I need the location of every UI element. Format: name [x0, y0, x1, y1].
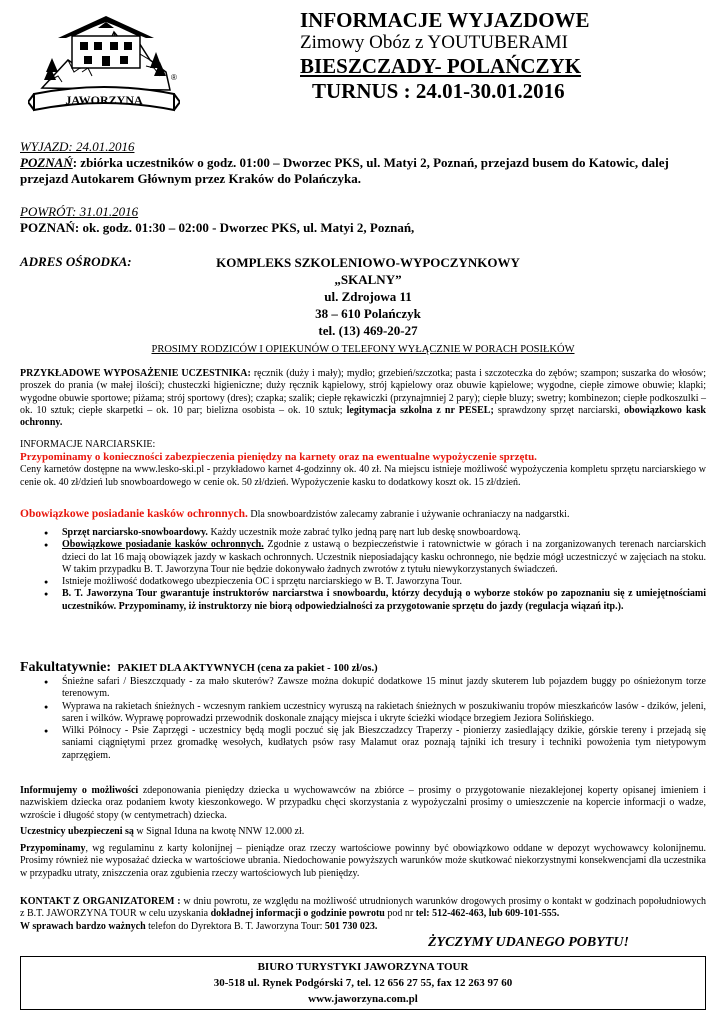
address-block	[200, 254, 536, 339]
contact-text-3: telefon do Dyrektora B. T. Jaworzyna Tour:	[145, 920, 325, 932]
ski-prices-text: Ceny karnetów dostępne na www.lesko-ski.pl - przykładowo karnet 4-godzinny ok. 40 zł. Na miejscu istnieje możliwość wypożyczenia kompletu sprzętu narciarskiego w cenie ok. 40 zł/dzień lub snowboardowego w cenie ok. 50 zł/dzień. Wypożyczenie kasku to dodatkowy koszt ok. 15 zł/dzień.	[20, 464, 706, 488]
rule-1-text: Każdy uczestnik może zabrać tylko jedną parę nart lub deskę snowboardową.	[207, 527, 521, 538]
address-line-1: KOMPLEKS SZKOLENIOWO-WYPOCZYNKOWY	[216, 255, 520, 270]
departure-city: POZNAŃ	[20, 155, 73, 170]
contact-label: KONTAKT Z ORGANIZATOREM :	[20, 896, 181, 907]
logo-text: JAWORZYNA	[65, 93, 143, 107]
jaworzyna-logo	[28, 10, 180, 118]
reminder-text: , wg regulaminu z karty kolonijnej – pieniądze oraz rzeczy wartościowe powinny być obowiązkowo oddane w depozyt wychowawcy kolonijnemu. Prosimy również nie wyposażać dziecka w wartościowe ubrania. Niedochowanie powyższych warunków może skutkować niekorzystnymi konsekwencjami dla uczestnika w przypadku utraty, zniszczenia oraz zgubienia rzeczy wartościowych lub pieniędzy.	[20, 843, 706, 879]
optional-package: PAKIET DLA AKTYWNYCH (cena za pakiet - 100 zł/os.)	[117, 663, 378, 674]
doc-turnus: TURNUS : 24.01-30.01.2016	[312, 79, 565, 103]
doc-location: BIESZCZADY- POLAŃCZYK	[300, 54, 582, 78]
address-phone: tel. (13) 469-20-27	[318, 323, 418, 338]
deposit-info-text: zdeponowania pieniędzy dziecka u wychowawców na zbiórce – prosimy o przygotowanie niezaklejonej koperty opisanej imieniem i nazwiskiem dziecka oraz podaniem kwoty kieszonkowego. W przypadku chęci skorzystania z wypożyczalni prosimy o umieszczenie na kopercie informacji o wadze, wzroście i długość stopy (w centymetrach) dziecka.	[20, 785, 706, 821]
equipment-section	[20, 368, 706, 429]
contact-phones: tel: 512-462-463, lub 609-101-555.	[415, 908, 560, 920]
contact-important-label: W sprawach bardzo ważnych	[20, 920, 146, 932]
footer-company: BIURO TURYSTYKI JAWORZYNA TOUR	[257, 961, 469, 973]
equipment-text-2: sprawdzony sprzęt narciarski,	[493, 404, 625, 416]
equipment-id-note: legitymacja szkolna z nr PESEL;	[346, 404, 494, 416]
doc-subtitle: Zimowy Obóz z YOUTUBERAMI	[300, 32, 568, 53]
departure-label: WYJAZD: 24.01.2016	[20, 139, 135, 154]
return-text: ok. godz. 01:30 – 02:00 - Dworzec PKS, ul. Matyi 2, Poznań,	[79, 220, 415, 235]
deposit-info-bold: Informujemy o możliwości	[20, 785, 139, 796]
ski-info-section	[20, 439, 706, 489]
address-label: ADRES OŚRODKA:	[20, 254, 132, 269]
valuables-reminder	[20, 843, 706, 880]
list-item	[20, 539, 706, 576]
equipment-text: ręcznik (duży i mały); mydło; grzebień/szczotka; pasta i szczoteczka do zębów; szampon; suszarka do włosów; proszek do prania (w małej ilości); chusteczki higieniczne; duży ręcznik kąpielowy, strój kąpielowy oraz obuwie kąpielowe; wygodne, ciepłe zimowe obuwie; klapki; wygodne obuwie sportowe; piżama; strój sportowy (dres); czapka; szalik; ciepłe rękawiczki (przynajmniej 2 pary); ciepłe bluzy; swetry; kombinezon; ciepłe podkoszulki – ok. 10 sztuk; ciepłe skarpetki – ok. 10 par; bielizna osobista – ok. 10 sztuk;	[20, 368, 706, 416]
departure-section	[20, 139, 706, 187]
return-label: POWRÓT: 31.01.2016	[20, 204, 139, 219]
ski-info-label: INFORMACJE NARCIARSKIE:	[20, 439, 156, 450]
doc-title: INFORMACJE WYJAZDOWE	[300, 8, 590, 32]
optional-label: Fakultatywnie:	[20, 660, 111, 675]
list-item	[20, 576, 706, 588]
list-item	[20, 527, 706, 539]
footer-address: 30-518 ul. Rynek Podgórski 7, tel. 12 656 27 55, fax 12 263 97 60	[213, 977, 513, 989]
rule-1-bold: Sprzęt narciarsko-snowboardowy.	[62, 527, 208, 538]
list-item: ● Wyprawa na rakietach śnieżnych - wczesnym rankiem uczestnicy wyruszą na rakietach śnieżnych w poszukiwaniu tropów mieszkańców lasów - dzików, jeleni, saren i wilków. Wyprawę poprowadzi przewodnik doskonale znający miejsca i ukryte ścieżki wiodące brzegiem Jeziora Solińskiego.	[20, 701, 706, 726]
money-deposit-info	[20, 785, 706, 822]
departure-text: : zbiórka uczestników o godz. 01:00 – Dworzec PKS, ul. Matyi 2, Poznań, przejazd busem do Katowic, dalej przejazd Autokarem Głównym przez Kraków do Polańczyka.	[20, 155, 669, 186]
equipment-helmet-note: obowiązkowo kask ochronny.	[20, 404, 706, 429]
reminder-bold: Przypominamy	[20, 843, 86, 854]
footer-box	[20, 956, 706, 1010]
phone-request-note: PROSIMY RODZICÓW I OPIEKUNÓW O TELEFONY WYŁĄCZNIE W PORACH POSIŁKÓW	[151, 344, 575, 355]
contact-text-1: w dniu powrotu, ze względu na możliwość utrudnionych warunków drogowych prosimy o kontakt w godzinach popołudniowych z B.T. JAWORZYNA TOUR w celu uzyskania	[20, 896, 706, 920]
list-item	[20, 588, 706, 613]
ski-rules-list	[20, 527, 706, 613]
director-phone: 501 730 023.	[324, 920, 378, 932]
header	[300, 8, 700, 104]
insurance-bold: Uczestnicy ubezpieczeni są	[20, 826, 134, 837]
list-item: ● Wilki Północy - Psie Zaprzęgi - uczestnicy będą mogli poczuć się jak Bieszczadzcy Traperzy - pionierzy zasiedlający dzikie, górskie tereny i przejadą się saniami ciągniętymi przez gromadkę wesołych, kudłatych psów rasy Malamut oraz poznają tajniki ich tresury i techniki powożenia tym nietypowym zaprzęgiem.	[20, 725, 706, 762]
return-city: POZNAŃ:	[20, 220, 80, 235]
helmet-required: Obowiązkowe posiadanie kasków ochronnych.	[20, 508, 248, 520]
equipment-label: PRZYKŁADOWE WYPOSAŻENIE UCZESTNIKA:	[20, 368, 251, 379]
optional-section-header	[20, 659, 378, 676]
rule-2-bold: Obowiązkowe posiadanie kasków ochronnych.	[62, 539, 264, 551]
rule-2-text: Zgodnie z ustawą o bezpieczeństwie i ratownictwie w górach i na zorganizowanych terenach narciarskich dzieci do lat 16 mają obowiązek jazdy w kaskach ochronnych. Uczestnik nieposiadający kasku ochronnego, nie będzie mógł uczestniczyć w zajęciach na stoku. W takim przypadku B. T. Jaworzyna Tour nie będzie dokonywało żadnych zwrotów z tytułu niewykorzystanych świadczeń.	[62, 539, 706, 575]
optional-activities-list	[20, 676, 706, 762]
return-section	[20, 204, 706, 236]
address-line-4: 38 – 610 Polańczyk	[315, 306, 421, 321]
helmet-section	[20, 508, 706, 521]
footer-website[interactable]: www.jaworzyna.com.pl	[308, 993, 418, 1005]
ski-money-reminder: Przypominamy o konieczności zabezpieczenia pieniędzy na karnety oraz na ewentualne wypożyczenie sprzętu.	[20, 451, 537, 464]
helmet-text: Dla snowboardzistów zalecamy zabranie i używanie ochraniaczy na nadgarstki.	[247, 509, 570, 520]
address-line-2: „SKALNY”	[334, 272, 402, 287]
rule-3-text: Istnieje możliwość dodatkowego ubezpieczenia OC i sprzętu narciarskiego w B. T. Jaworzyna Tour.	[62, 576, 463, 588]
contact-return-info: dokładnej informacji o godzinie powrotu	[210, 908, 385, 920]
address-line-3: ul. Zdrojowa 11	[324, 289, 412, 304]
insurance-text: w Signal Iduna na kwotę NNW 12.000 zł.	[133, 826, 305, 837]
contact-text-2: pod nr	[384, 908, 416, 920]
rule-4-bold: B. T. Jaworzyna Tour gwarantuje instruktorów narciarstwa i snowboardu, którzy decydują o wyborze stoków po zapoznaniu się z umiejętnościami uczestników. Przypominamy, iż instruktorzy nie biorą odpowiedzialności za przygotowanie sprzętu do jazdy (regulacja wiązań itp.).	[62, 588, 706, 612]
list-item: ● Śnieżne safari / Bieszczquady - za mało skuterów? Zawsze można dokupić dodatkowe 15 minut jazdy skuterem lub pojazdem buggy po ośnieżonym torze terenowym.	[20, 676, 706, 701]
registered-mark: ®	[171, 73, 177, 82]
insurance-info	[20, 826, 706, 838]
contact-section	[20, 896, 706, 933]
closing-wish: ŻYCZYMY UDANEGO POBYTU!	[428, 935, 629, 950]
